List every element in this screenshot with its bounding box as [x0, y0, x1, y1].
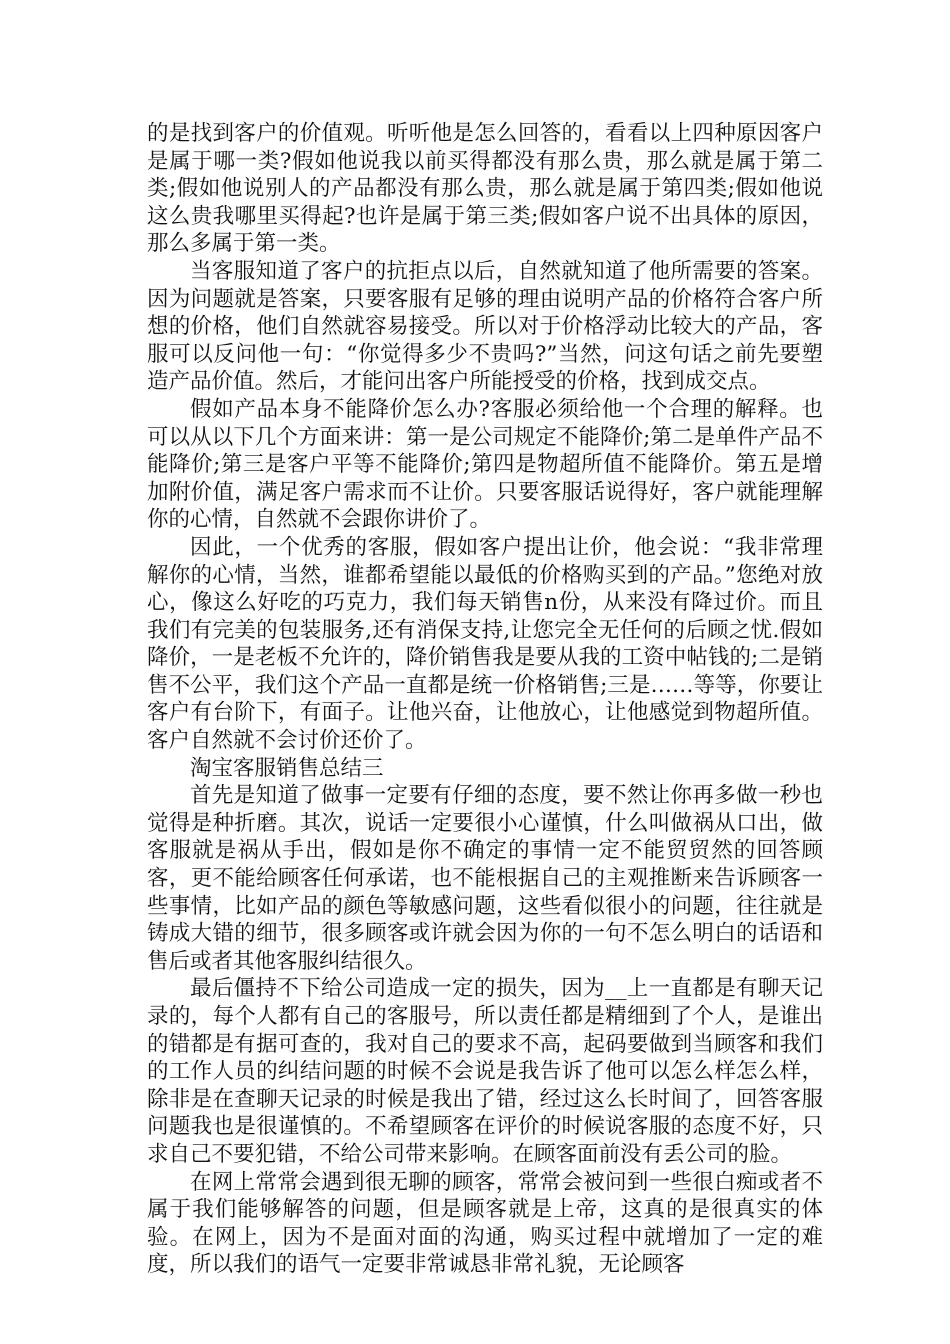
paragraph: 当客服知道了客户的抗拒点以后，自然就知道了他所需要的答案。因为问题就是答案，只要客服有足够的理由说明产品的价格符合客户所想的价格，他们自然就容易接受。所以对于价格浮动比较大的产品，客服可以反问他一句：“你觉得多少不贵吗?”当然，问这句话之前先要塑造产品价值。然后，才能问出客户所能授受的价格，找到成交点。	[147, 258, 823, 395]
paragraph: 首先是知道了做事一定要有仔细的态度，要不然让你再多做一秒也觉得是种折磨。其次，说话一定要很小心谨慎，什么叫做祸从口出，做客服就是祸从手出，假如是你不确定的事情一定不能贸贸然的回答顾客，更不能给顾客任何承诺，也不能根据自己的主观推断来告诉顾客一些事情，比如产品的颜色等敏感问题，这些看似很小的问题，往往就是铸成大错的细节，很多顾客或许就会因为你的一句不怎么明白的话语和售后或者其他客服纠结很久。	[147, 783, 823, 974]
section-heading: 淘宝客服销售总结三	[190, 755, 384, 781]
paragraph: 最后僵持不下给公司造成一定的损失，因为__上一直都是有聊天记录的，每个人都有自己的客服号，所以责任都是精细到了个人，是谁出的错都是有据可查的，我对自己的要求不高，起码要做到当顾客和我们的工作人员的纠结问题的时候不会说是我告诉了他可以怎么样怎么样，除非是在查聊天记录的时候是我出了错，经过这么长时间了，回答客服问题我也是很谨慎的。不希望顾客在评价的时候说客服的态度不好，只求自己不要犯错，不给公司带来影响。在顾客面前没有丢公司的脸。	[147, 976, 823, 1167]
paragraph: 假如产品本身不能降价怎么办?客服必须给他一个合理的解释。也可以从以下几个方面来讲：第一是公司规定不能降价;第二是单件产品不能降价;第三是客户平等不能降价;第四是物超所值不能降价。第五是增加附价值，满足客户需求而不让价。只要客服话说得好，客户就能理解你的心情，自然就不会跟你讲价了。	[147, 396, 823, 533]
paragraph: 的是找到客户的价值观。听听他是怎么回答的，看看以上四种原因客户是属于哪一类?假如他说我以前买得都没有那么贵，那么就是属于第二类;假如他说别人的产品都没有那么贵，那么就是属于第四类;假如他说这么贵我哪里买得起?也许是属于第三类;假如客户说不出具体的原因，那么多属于第一类。	[147, 121, 823, 257]
paragraph: 因此，一个优秀的客服，假如客户提出让价，他会说：“我非常理解你的心情，当然，谁都希望能以最低的价格购买到的产品。”您绝对放心，像这么好吃的巧克力，我们每天销售n份，从来没有降过价。而且我们有完美的包装服务,还有消保支持,让您完全无任何的后顾之忧.假如降价，一是老板不允许的，降价销售我是要从我的工资中帖钱的;二是销售不公平，我们这个产品一直都是统一价格销售;三是……等等，你要让客户有台阶下，有面子。让他兴奋，让他放心，让他感觉到物超所值。客户自然就不会讨价还价了。	[147, 534, 823, 754]
document-body	[147, 120, 823, 1279]
paragraph: 在网上常常会遇到很无聊的顾客，常常会被问到一些很白痴或者不属于我们能够解答的问题，但是顾客就是上帝，这真的是很真实的体验。在网上，因为不是面对面的沟通，购买过程中就增加了一定的难度，所以我们的语气一定要非常诚恳非常礼貌，无论顾客	[147, 1169, 823, 1278]
